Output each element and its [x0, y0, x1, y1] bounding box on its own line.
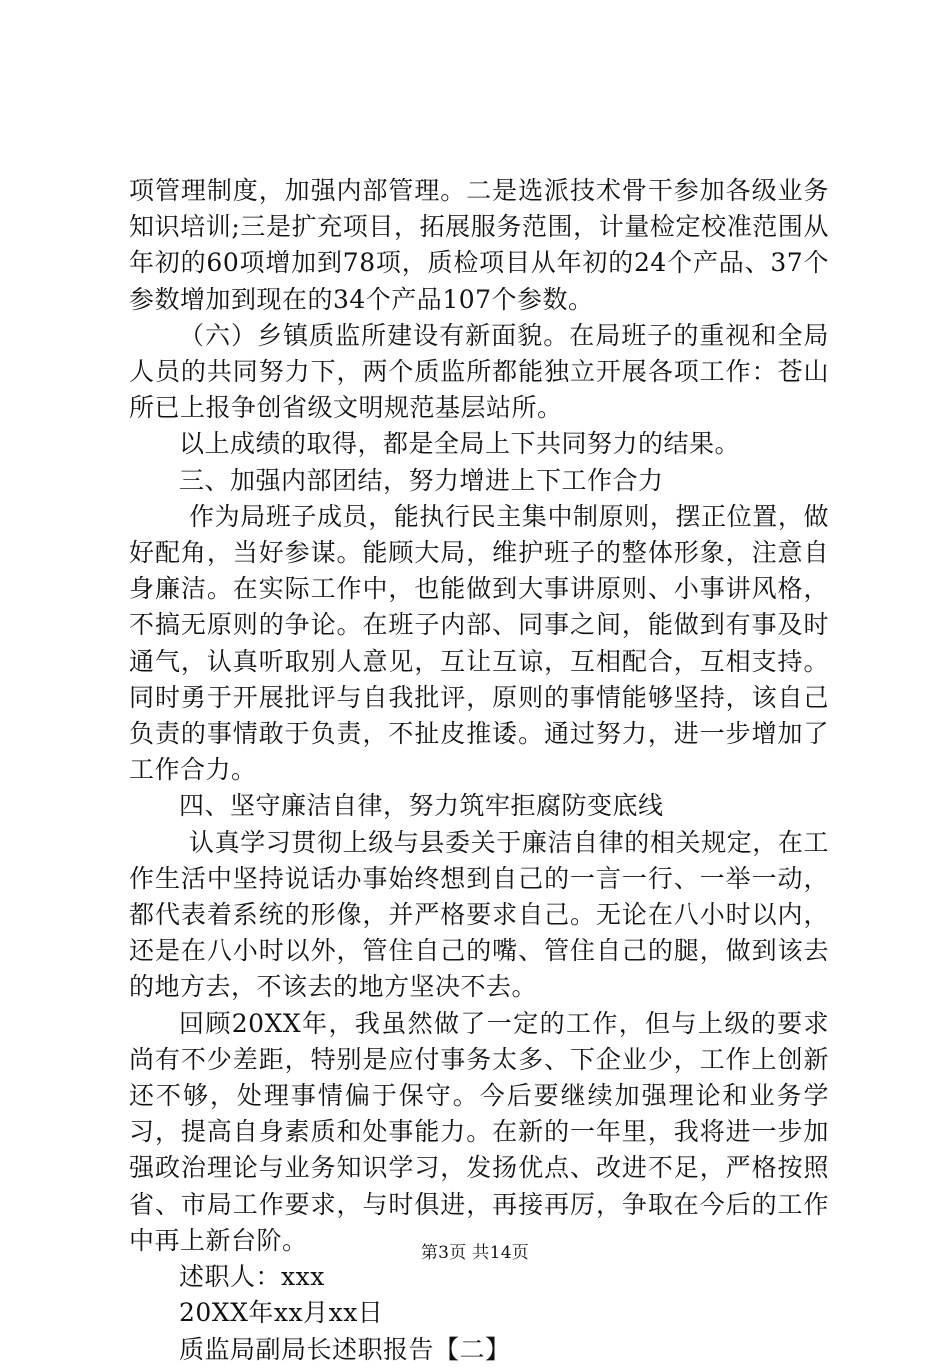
paragraph-review-outlook: 回顾20XX年，我虽然做了一定的工作，但与上级的要求尚有不少差距，特别是应付事务太多、下企业少，工作上创新还不够，处理事情偏于保守。今后要继续加强理论和业务学习，提高自身素质和处事能力。在新的一年里，我将进一步加强政治理论与业务知识学习，发扬优点、改进不足，严格按照省、市局工作要求，与时俱进，再接再厉，争取在今后的工作中再上新台阶。 — [129, 1008, 829, 1255]
section-heading-integrity: 四、坚守廉洁自律，努力筑牢拒腐防变底线 — [179, 791, 664, 821]
page-footer — [0, 1243, 950, 1263]
section-heading-unity: 三、加强内部团结，努力增进上下工作合力 — [179, 465, 664, 495]
report-date: 20XX年xx月xx日 — [179, 1298, 384, 1328]
paragraph-team-member-role: 作为局班子成员，能执行民主集中制原则，摆正位置，做好配角，当好参谋。能顾大局，维护班子的整体形象，注意自身廉洁。在实际工作中，也能做到大事讲原则、小事讲风格，不搞无原则的争论。在班子内部、同事之间，能做到有事及时通气，认真听取别人意见，互让互谅，互相配合，互相支持。同时勇于开展批评与自我批评，原则的事情能够坚持，该自己负责的事情敢于负责，不扯皮推诿。通过努力，进一步增加了工作合力。 — [129, 501, 829, 785]
next-report-title: 质监局副局长述职报告【二】 — [179, 1334, 511, 1364]
document-body — [129, 173, 829, 1368]
paragraph-integrity-rules: 认真学习贯彻上级与县委关于廉洁自律的相关规定，在工作生活中坚持说话办事始终想到自己的一言一行、一举一动，都代表着系统的形像，并严格要求自己。无论在八小时以内，还是在八小时以外，管住自己的嘴、管住自己的腿，做到该去的地方去，不该去的地方坚决不去。 — [129, 827, 829, 1002]
paragraph-achievements-summary: 以上成绩的取得，都是全局上下共同努力的结果。 — [179, 429, 741, 459]
page-number: 第3页 共14页 — [420, 1243, 530, 1263]
reporter-signature: 述职人：xxx — [179, 1262, 325, 1292]
paragraph-township-stations: （六）乡镇质监所建设有新面貌。在局班子的重视和全局人员的共同努力下，两个质监所都能独立开展各项工作：苍山所已上报争创省级文明规范基层站所。 — [129, 320, 829, 423]
paragraph-management-training: 项管理制度，加强内部管理。二是选派技术骨干参加各级业务知识培训;三是扩充项目，拓展服务范围，计量检定校准范围从年初的60项增加到78项，质检项目从年初的24个产品、37个参数增加到现在的34个产品107个参数。 — [129, 176, 829, 314]
